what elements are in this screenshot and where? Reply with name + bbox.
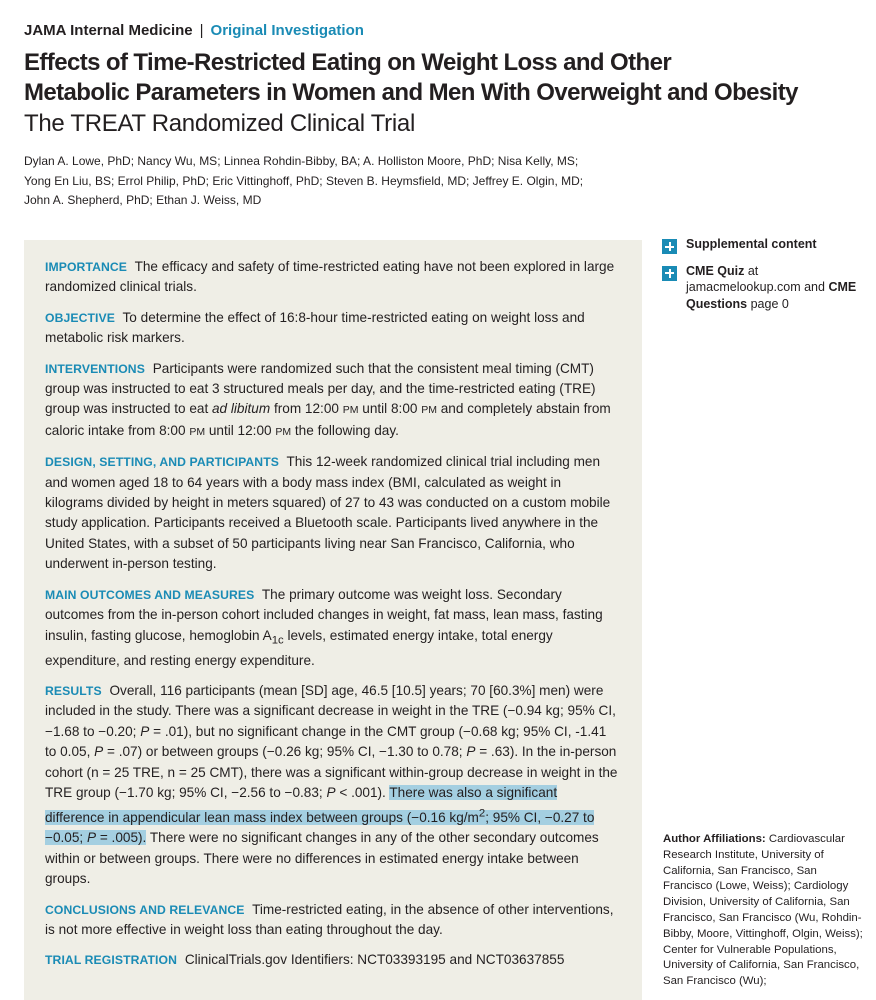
author-list <box>24 152 864 211</box>
author-line-2: Yong En Liu, BS; Errol Philip, PhD; Eric Vittinghoff, PhD; Steven B. Heymsfield, MD; Jeffrey E. Olgin, MD; <box>24 173 584 188</box>
interventions-text-6: the following day. <box>294 422 399 438</box>
importance-text: The efficacy and safety of time-restricted eating have not been explored in large randomized clinical trials. <box>45 259 615 295</box>
results-text-3: = .07) or between groups (−0.26 kg; 95% CI, −1.30 to 0.78; <box>107 744 463 760</box>
conclusions-heading: CONCLUSIONS AND RELEVANCE <box>45 902 245 917</box>
supplemental-content-label: Supplemental content <box>686 237 817 251</box>
article-type[interactable]: Original Investigation <box>210 22 364 39</box>
interventions-text-4: and completely abstain from caloric intake from 8:00 <box>45 401 611 438</box>
article-title <box>24 48 864 108</box>
abstract-conclusions <box>45 900 620 941</box>
design-heading: DESIGN, SETTING, AND PARTICIPANTS <box>45 455 279 470</box>
author-line-1: Dylan A. Lowe, PhD; Nancy Wu, MS; Linnea Rohdin-Bibby, BA; A. Holliston Moore, PhD; Nisa Kelly, MS; <box>24 154 579 168</box>
plus-icon <box>662 239 677 254</box>
importance-heading: IMPORTANCE <box>45 260 128 274</box>
affiliations-text: Cardiovascular Research Institute, University of California, San Francisco, San Francisco (Lowe, Weiss); Cardiology Division, University of California, San Francisco, San Francisco (Wu, Rohdin-Bibby, Moore, Vittinghoff, Olgin, Weiss); Center for Vulnerable Populations, University of California, San Francisco, San Francisco (Wu); <box>663 833 863 988</box>
outcomes-text-1: The primary outcome was weight loss. Secondary outcomes from the in-person cohort included changes in weight, fat mass, lean mass, fasting insulin, fasting glucose, hemoglobin A <box>45 586 603 643</box>
article-subtitle: The TREAT Randomized Clinical Trial <box>24 110 415 137</box>
p-value-label-3: P <box>466 744 476 760</box>
results-text-5: < .001). <box>339 785 386 801</box>
cme-label: CME <box>828 280 857 294</box>
title-line-2: Metabolic Parameters in Women and Men With Overweight and Obesity <box>24 79 798 106</box>
outcomes-subscript: 1c <box>271 634 284 647</box>
results-text-2: = .01), but no significant change in the CMT group (−0.68 kg; 95% CI, -1.41 to 0.05, <box>45 723 607 760</box>
abstract-outcomes <box>45 585 620 671</box>
objective-heading: OBJECTIVE <box>45 310 115 325</box>
time-pm-4: PM <box>275 425 292 438</box>
abstract-results <box>45 681 620 890</box>
sidebar <box>662 236 862 322</box>
abstract-importance <box>45 257 620 298</box>
interventions-text-2: from 12:00 <box>273 401 339 417</box>
author-affiliations <box>663 832 863 990</box>
abstract-interventions <box>45 359 620 443</box>
conclusions-text: Time-restricted eating, in the absence of other interventions, is not more effective in weight loss than eating throughout the day. <box>45 901 614 938</box>
outcomes-heading: MAIN OUTCOMES AND MEASURES <box>45 587 255 602</box>
p-value-label-4: P <box>326 785 336 801</box>
cme-page: page 0 <box>750 296 789 311</box>
time-pm-2: PM <box>421 404 437 417</box>
highlight-superscript: 2 <box>478 807 486 820</box>
cme-quiz-link[interactable] <box>662 263 862 313</box>
interventions-text-1: Participants were randomized such that the consistent meal timing (CMT) group was instructed to eat 3 structured meals per day, and the time-restricted eating (TRE) group was instructed to eat <box>45 360 596 417</box>
results-text-4: = .63). In the in-person cohort (n = 25 TRE, n = 25 CMT), there was a significant within-group decrease in weight in the TRE group (−1.70 kg; 95% CI, −2.56 to −0.83; <box>45 744 618 801</box>
cme-questions: Questions <box>686 296 748 311</box>
cme-site: jamacmelookup.com and <box>686 280 825 294</box>
highlight-text-2: ; 95% CI, −0.27 to −0.05; <box>45 810 595 846</box>
results-text-6: There were no significant changes in any of the other secondary outcomes within or between groups. There were no differences in estimated energy intake between groups. <box>45 830 599 887</box>
interventions-text-3: until 8:00 <box>362 401 418 417</box>
time-pm-3: PM <box>189 425 206 438</box>
design-text: This 12-week randomized clinical trial including men and women aged 18 to 64 years with a body mass index (BMI, calculated as weight in kilograms divided by height in meters squared) of 27 to 43 was conducted on a custom mobile study application. Participants received a Bluetooth scale. Participants lived anywhere in the United States, with a subset of 50 participants living near San Francisco, California, who underwent in-person testing. <box>45 454 611 572</box>
p-value-label-2: P <box>94 744 104 760</box>
p-value-label-5: P <box>86 830 97 846</box>
registration-heading: TRIAL REGISTRATION <box>45 953 178 968</box>
results-heading: RESULTS <box>45 684 102 699</box>
p-value-label-1: P <box>140 723 150 739</box>
interventions-italic: ad libitum <box>212 401 271 417</box>
outcomes-text-2: levels, estimated energy intake, total energy expenditure, and resting energy expenditure. <box>45 627 553 668</box>
header-separator: | <box>199 22 204 39</box>
highlight-text-3: = .005). <box>99 830 147 846</box>
title-line-1: Effects of Time-Restricted Eating on Weight Loss and Other <box>24 49 672 76</box>
results-text-1: Overall, 116 participants (mean [SD] age, 46.5 [10.5] years; 70 [60.3%] men) were included in the study. There was a significant decrease in weight in the TRE (−0.94 kg; 95% CI, −1.68 to −0.20; <box>45 683 616 739</box>
abstract-objective <box>45 308 620 349</box>
author-line-3: John A. Shepherd, PhD; Ethan J. Weiss, MD <box>24 193 262 207</box>
journal-name: JAMA Internal Medicine <box>24 22 193 39</box>
objective-text: To determine the effect of 16:8-hour time-restricted eating on weight loss and metabolic risk markers. <box>45 309 585 346</box>
affiliations-heading: Author Affiliations: <box>663 833 766 845</box>
registration-text[interactable]: ClinicalTrials.gov Identifiers: NCT03393195 and NCT03637855 <box>184 952 565 968</box>
abstract-registration <box>45 950 620 970</box>
time-pm-1: PM <box>342 404 359 417</box>
supplemental-content-link[interactable] <box>662 236 862 253</box>
cme-quiz-label: CME Quiz <box>686 263 745 278</box>
abstract-design <box>45 452 620 574</box>
plus-icon <box>662 266 677 281</box>
journal-line <box>24 20 864 42</box>
abstract-panel <box>24 240 642 1000</box>
highlight-text-1: There was also a significant difference in appendicular lean mass index between groups (−0.16 kg/m <box>45 785 558 825</box>
interventions-heading: INTERVENTIONS <box>45 361 145 376</box>
cme-at: at <box>747 263 759 278</box>
interventions-text-5: until 12:00 <box>208 422 272 438</box>
article-header <box>24 20 864 211</box>
